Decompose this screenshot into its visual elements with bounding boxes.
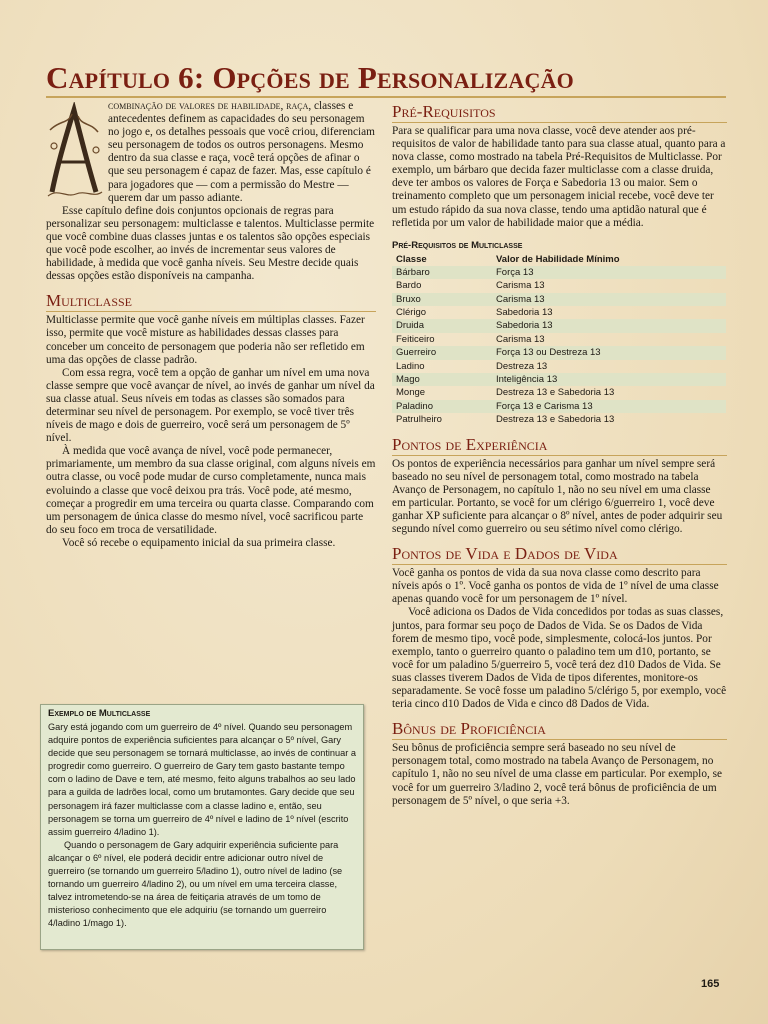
multiclasse-heading: Multiclasse — [46, 291, 376, 312]
table-cell-class: Monge — [396, 387, 426, 399]
table-cell-class: Bárbaro — [392, 266, 492, 279]
proficiencia-paragraph-1: Seu bônus de proficiência sempre será baseado no seu nível de personagem total, como mostrado na tabela Avanço de Personagem, no capítulo 1, não no seu nível de uma classe em particular. Por exemplo, se você for um guerreiro 3/ladino 2, você terá bônus de proficiência de um personagem de 5º nível, o que seria +3. — [392, 742, 723, 807]
multiclasse-paragraph-2: Com essa regra, você tem a opção de ganhar um nível em uma nova classe sempre que você avançar de nível, ao invés de ganhar um nível da sua classe atual. Seus níveis em todas as classes são somados para determinar seu nível de personagem. Por exemplo, se você tiver três níveis de mago e dois de guerreiro, você será um personagem de 5º nível. — [46, 366, 375, 445]
page-number: 165 — [701, 978, 720, 990]
table-title: Pré-Requisitos de Multiclasse — [392, 239, 523, 251]
table-cell-value: Destreza 13 — [496, 360, 548, 372]
multiclasse-paragraph-3: À medida que você avança de nível, você pode permanecer, primariamente, um membro da sua classe original, com alguns níveis em outra classe, ou você pode mudar de curso completamente, nunca mais evoluindo a classe que você deixou pra trás. Você pode, até mesmo, começar a progredir em uma terceira ou quarta classe. Comparando com um personagem de única classe do mesmo nível, você sacrificou parte do seu foco em troca de versatilidade. — [46, 445, 376, 536]
table-row — [392, 346, 726, 359]
multiclasse-paragraph-1: Multiclasse permite que você ganhe níveis em múltiplas classes. Fazer isso, permite que você misture as habilidades dessas classes para conceber um conceito de personagem que poderia não ser refletido em uma das opções de classe padrão. — [46, 314, 365, 366]
table-cell-class: Bruxo — [392, 293, 492, 306]
sidebar-title: Exemplo de Multiclasse — [48, 708, 151, 719]
prerequisitos-heading: Pré-Requisitos — [392, 102, 727, 123]
prerequisitos-paragraph-1: Para se qualificar para uma nova classe, você deve atender aos pré-requisitos de valor de habilidade tanto para sua classe atual, quanto para a nova classe, como mostrado na tabela Pré-Requisitos de Multiclasse. Por exemplo, um bárbaro que decida fazer multiclasse com a classe druida, deve ter ambos os valores de Força e Sabedoria 13 ou maior. Sem o treinamento completo que um personagem inicial recebe, você deve ter um estudo rápido da sua nova classe, tendo uma aptidão natural que é refletida por um valor de habilidade maior que a média. — [392, 125, 726, 229]
sidebar-paragraph-1: Gary está jogando com um guerreiro de 4º nível. Quando seu personagem adquire pontos de experiência suficientes para alcançar o 5º nível, Gary decide que seu personagem se tornará multiclasse, ao invés de continuar a progredir como guerreiro. O guerreiro de Gary tem gasto bastante tempo com o ladino de Dave e tem, até mesmo, feito alguns trabalhos ao seu lado para a guilda de ladrões local, como um brutamontes. Gary decide que seu personagem irá fazer multiclasse com a classe ladino e, então, seu personagem se torna um guerreiro de 4º nível e ladino de 1º nível (escrito assim guerreiro 4/ladino 1). — [48, 722, 356, 837]
table-header-row — [392, 253, 726, 266]
table-row — [392, 319, 726, 332]
multiclasse-paragraph-4: Você só recebe o equipamento inicial da sua primeira classe. — [62, 536, 336, 549]
table-row — [392, 306, 726, 319]
table-cell-value: Força 13 e Carisma 13 — [492, 400, 726, 413]
sidebar-paragraph-2: Quando o personagem de Gary adquirir experiência suficiente para alcançar o 6º nível, ele poderá decidir entre adicionar outro nível de guerreiro (se tornando um guerreiro 5/ladino 1), outro nível de ladino (se tornando um guerreiro 4/ladino 2), ou um nível em uma terceira classe, talvez intrometendo-se na área de feitiçaria através de um tomo de misterioso conhecimento que ele adquiriu (se tornando um guerreiro 4/ladino 1/mago 1). — [48, 839, 343, 929]
table-row — [392, 400, 726, 413]
table-cell-value: Sabedoria 13 — [496, 306, 553, 318]
table-row — [392, 293, 726, 306]
table-row — [392, 360, 726, 373]
multiclass-prereq-table — [392, 253, 726, 427]
vida-heading: Pontos de Vida e Dados de Vida — [392, 544, 727, 565]
experiencia-paragraph-1: Os pontos de experiência necessários para ganhar um nível sempre será baseado no seu nível de personagem total, como mostrado na tabela Avanço de Personagem, no capítulo 1, não no seu nível em uma classe em particular. Portanto, se você for um clérigo 6/guerreiro 1, você deve ganhar XP suficiente para alcançar o 8º nível, antes de poder adquirir seu segundo nível como guerreiro ou seu sétimo nível como clérigo. — [392, 457, 723, 536]
table-row — [392, 386, 726, 399]
table-cell-value: Força 13 — [492, 266, 726, 279]
left-column — [46, 100, 376, 550]
vida-paragraph-2: Você adiciona os Dados de Vida concedidos por todas as suas classes, juntos, para formar seu poço de Dados de Vida. Se os Dados de Vida forem de mesmo tipo, você pode, simplesmente, colocá-los juntos. Por exemplo, tanto o guerreiro quanto o paladino tem um d10, portanto, se você for um paladino 5/guerreiro 5, você terá dez d10 Dados de Vida. Se suas classes tiverem Dados de Vida de tipos diferentes, monitore-os separadamente. Se você fosse um paladino 5/clérigo 5, por exemplo, você teria cinco d10 Dados de Vida e cinco d8 Dados de Vida. — [392, 606, 727, 711]
intro-paragraph-1-text: classes e antecedentes definem as capacidades do seu personagem no jogo e, os detalhes pessoais que você criou, diferenciam seu personagem de todos os outros personagens. Mesmo dentro da sua classe e raça, você terá opções de afinar o que seu personagem é capaz de fazer. Mas, esse capítulo é para jogadores que — com a permissão do Mestre — querem dar um passo adiante. — [108, 100, 375, 204]
example-sidebar — [40, 704, 364, 950]
table-cell-class: Feiticeiro — [396, 333, 435, 345]
experiencia-heading: Pontos de Experiência — [392, 435, 727, 456]
intro-lead-caps: combinação de valores de habilidade, raça, — [108, 100, 312, 112]
table-cell-class: Ladino — [396, 360, 425, 372]
table-row — [392, 279, 726, 292]
table-cell-class: Druida — [392, 319, 492, 332]
table-cell-class: Paladino — [392, 400, 492, 413]
table-header-value: Valor de Habilidade Mínimo — [496, 253, 620, 265]
table-cell-value: Destreza 13 e Sabedoria 13 — [496, 387, 615, 399]
vida-paragraph-1: Você ganha os pontos de vida da sua nova classe como descrito para níveis após o 1º. Você ganha os pontos de vida de 1º nível de uma classe apenas quando você for um personagem de 1º nível. — [392, 567, 719, 606]
right-column — [392, 100, 727, 808]
chapter-title: Capítulo 6: Opções de Personalização — [46, 60, 574, 95]
table-cell-value: Carisma 13 — [496, 280, 545, 292]
table-header-class: Classe — [396, 253, 427, 265]
table-cell-value: Carisma 13 — [492, 293, 726, 306]
table-cell-value: Sabedoria 13 — [492, 319, 726, 332]
table-row — [392, 413, 726, 426]
table-cell-value: Carisma 13 — [496, 333, 545, 345]
table-cell-class: Mago — [392, 373, 492, 386]
table-row — [392, 266, 726, 279]
table-cell-class: Patrulheiro — [396, 414, 442, 426]
proficiencia-heading: Bônus de Proficiência — [392, 719, 727, 740]
table-cell-class: Bardo — [396, 280, 422, 292]
title-rule — [46, 96, 726, 98]
table-row — [392, 373, 726, 386]
table-cell-value: Força 13 ou Destreza 13 — [492, 346, 726, 359]
table-row — [392, 333, 726, 346]
table-cell-value: Destreza 13 e Sabedoria 13 — [496, 414, 615, 426]
table-cell-class: Guerreiro — [392, 346, 492, 359]
intro-section — [46, 100, 376, 283]
dropcap — [46, 102, 104, 200]
table-cell-value: Inteligência 13 — [492, 373, 726, 386]
table-cell-class: Clérigo — [396, 306, 427, 318]
intro-paragraph-2: Esse capítulo define dois conjuntos opcionais de regras para personalizar seu personagem: multiclasse e talentos. Multiclasse permite que você combine duas classes juntas e os talentos são opções especiais que você pode escolher, ao invés de incrementar seus valores de habilidade, à medida que você ganha níveis. Seu Mestre decide quais dessas opções estão disponíveis na campanha. — [46, 204, 375, 283]
